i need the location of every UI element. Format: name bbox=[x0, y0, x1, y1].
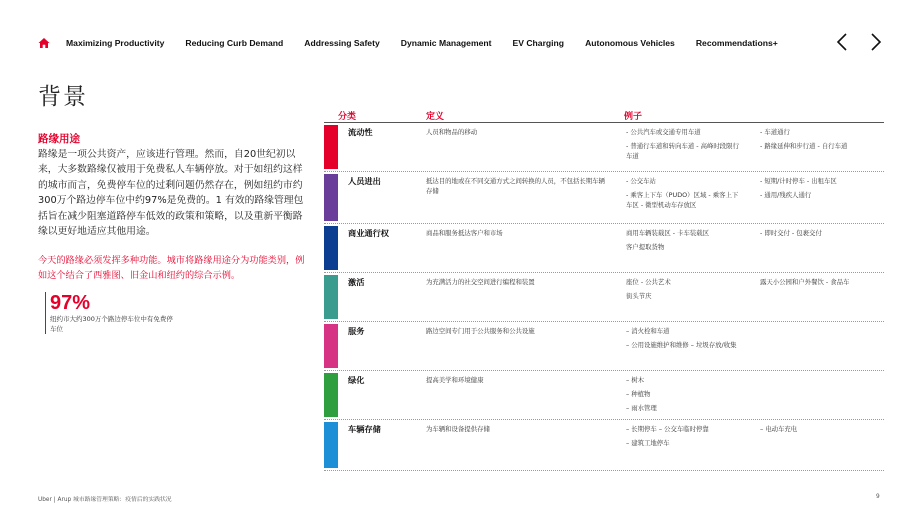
home-icon[interactable] bbox=[38, 37, 50, 49]
example-item: - 公共汽车或交通专用车道 bbox=[626, 128, 701, 136]
example-item: - 通用/残疾人通行 bbox=[760, 191, 812, 199]
example-item: 露天小公园和户外餐饮 - 食品车 bbox=[760, 278, 850, 286]
nav-addressing-safety[interactable]: Addressing Safety bbox=[304, 38, 380, 48]
example-item: – 种植物 bbox=[626, 390, 651, 398]
table-row bbox=[324, 273, 884, 322]
highlight-paragraph: 今天的路缘必须发挥多种功能。城市将路缘用途分为功能类别，例如这个结合了西雅图、旧金山和纽约的综合示例。 bbox=[38, 255, 305, 282]
example-item: – 树木 bbox=[626, 376, 645, 384]
row-examples bbox=[760, 228, 880, 238]
page-title: 背景 bbox=[38, 84, 88, 110]
page-number: 9 bbox=[876, 494, 880, 500]
row-definition: 抵达目的地或在不同交通方式之间转换的人员，不包括长期车辆存储 bbox=[426, 177, 605, 195]
example-item: - 普通行车道和转向车道 - 高峰时段限行车道 bbox=[626, 142, 739, 160]
example-item: - 车道通行 bbox=[760, 128, 790, 136]
table-row bbox=[324, 224, 884, 273]
nav-reducing-curb-demand[interactable]: Reducing Curb Demand bbox=[185, 38, 284, 48]
row-definition: 商品和服务抵达客户和市场 bbox=[426, 229, 503, 237]
row-examples bbox=[760, 277, 880, 287]
example-item: - 路缘延伸和步行道 - 自行车道 bbox=[760, 142, 848, 150]
stat-value: 97% bbox=[50, 292, 91, 314]
category-color-bar bbox=[324, 226, 338, 270]
row-examples bbox=[626, 277, 744, 301]
example-item: - 短期/计时停车 - 出租车区 bbox=[760, 177, 837, 185]
nav-recommendations[interactable]: Recommendations+ bbox=[695, 38, 778, 48]
row-examples bbox=[760, 424, 880, 434]
nav-dynamic-management[interactable]: Dynamic Management bbox=[400, 38, 492, 48]
row-examples bbox=[626, 228, 744, 252]
stat-callout bbox=[45, 292, 175, 334]
row-category: 激活 bbox=[348, 277, 365, 287]
table-row bbox=[324, 123, 884, 172]
table-header bbox=[324, 108, 884, 123]
example-item: 街头节庆 bbox=[626, 292, 652, 300]
intro-paragraph: 路缘是一项公共资产，应该进行管理。然而，自20世纪初以来，大多数路缘仅被用于免费私人车辆停放。对于如纽约这样的城市而言，免费停车位的过剩问题仍然存在，例如纽约市约300万个路边停车位中约97%是免费的。1 有效的路缘管理包括旨在减少阻塞道路停车低效的政策和策略，以及重新平衡路缘以更好地适应其他用途。 bbox=[38, 149, 304, 238]
category-color-bar bbox=[324, 422, 338, 468]
category-color-bar bbox=[324, 275, 338, 319]
example-item: – 雨水管理 bbox=[626, 404, 657, 412]
example-item: - 公交车站 bbox=[626, 177, 656, 185]
category-color-bar bbox=[324, 324, 338, 368]
example-item: – 公用设施维护和维修 – 垃圾存放/收集 bbox=[626, 341, 737, 349]
row-examples bbox=[626, 424, 744, 448]
row-category: 商业通行权 bbox=[348, 228, 389, 238]
header-category: 分类 bbox=[338, 112, 357, 122]
example-item: 客户提取货物 bbox=[626, 243, 665, 251]
category-color-bar bbox=[324, 373, 338, 417]
row-definition: 路边空间专门用于公共服务和公共设施 bbox=[426, 327, 535, 335]
row-category: 服务 bbox=[348, 326, 365, 336]
example-item: - 即时交付 - 包裹交付 bbox=[760, 229, 822, 237]
row-definition: 提高美学和环境健康 bbox=[426, 376, 484, 384]
stat-caption: 纽约市大约300万个路边停车位中有免费停车位 bbox=[50, 315, 173, 333]
example-item: 商用车辆装载区 - 卡车装载区 bbox=[626, 229, 710, 237]
row-category: 绿化 bbox=[348, 375, 365, 385]
row-examples bbox=[626, 326, 744, 350]
row-examples bbox=[626, 127, 744, 161]
row-examples bbox=[760, 127, 880, 151]
category-color-bar bbox=[324, 125, 338, 169]
row-definition: 人员和物品的移动 bbox=[426, 128, 478, 136]
row-category: 流动性 bbox=[348, 127, 373, 137]
row-category: 车辆存储 bbox=[348, 424, 381, 434]
example-item: - 乘客上下车（PUDO）区域 - 乘客上下车区 - 微型机动车存放区 bbox=[626, 191, 739, 209]
header-definition: 定义 bbox=[426, 112, 445, 122]
nav-autonomous-vehicles[interactable]: Autonomous Vehicles bbox=[585, 38, 675, 48]
example-item: – 消火栓和车道 bbox=[626, 327, 670, 335]
header-examples: 例子 bbox=[624, 112, 643, 122]
chevron-left-icon[interactable] bbox=[834, 32, 850, 52]
chevron-right-icon[interactable] bbox=[868, 32, 884, 52]
example-item: 座位 - 公共艺术 bbox=[626, 278, 671, 286]
table-row bbox=[324, 172, 884, 224]
row-definition: 为车辆和设备提供存储 bbox=[426, 425, 490, 433]
intro-column bbox=[38, 132, 306, 333]
top-nav bbox=[38, 36, 799, 50]
nav-maximizing-productivity[interactable]: Maximizing Productivity bbox=[66, 38, 165, 48]
row-examples bbox=[760, 176, 880, 200]
row-definition: 为充满活力的社交空间进行编程和装置 bbox=[426, 278, 535, 286]
nav-ev-charging[interactable]: EV Charging bbox=[512, 38, 565, 48]
row-examples bbox=[626, 375, 744, 413]
example-item: – 长期停车 – 公交车临时停靠 bbox=[626, 425, 709, 433]
category-color-bar bbox=[324, 174, 338, 221]
table-body bbox=[324, 123, 884, 471]
section-subheading: 路缘用途 bbox=[38, 133, 80, 145]
footer-text: Uber | Arup 城市路缘管理策略：疫情后的实践状况 bbox=[38, 497, 172, 503]
row-examples bbox=[626, 176, 744, 210]
example-item: – 建筑工地停车 bbox=[626, 439, 670, 447]
table-row bbox=[324, 322, 884, 371]
curb-use-table bbox=[324, 108, 884, 471]
table-row bbox=[324, 371, 884, 420]
example-item: – 电动车充电 bbox=[760, 425, 798, 433]
table-row bbox=[324, 420, 884, 471]
row-category: 人员进出 bbox=[348, 176, 381, 186]
